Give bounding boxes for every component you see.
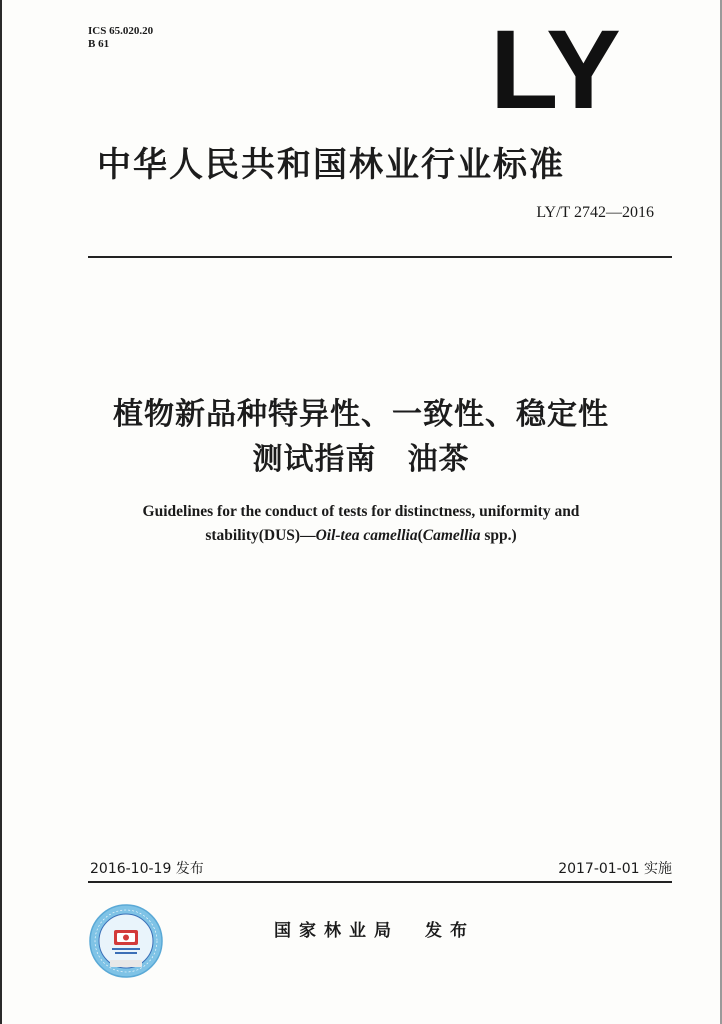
effective-date: 2017-01-01 实施 [558, 861, 672, 877]
title-en-line2 [0, 524, 722, 548]
footer-rule [88, 881, 672, 883]
classification-codes [88, 25, 153, 51]
publisher-action: 发布 [425, 921, 475, 941]
ics-code: ICS 65.020.20 [88, 25, 154, 37]
publisher-line [274, 916, 475, 941]
ccs-code: B 61 [88, 38, 110, 50]
title-zh-line2: 测试指南 油茶 [252, 442, 470, 477]
standard-code: LY/T 2742—2016 [536, 204, 654, 221]
release-date: 2016-10-19 发布 [90, 861, 204, 877]
standard-name: 中华人民共和国林业行业标准 [97, 145, 565, 185]
title-en-suffix: spp.) [480, 527, 517, 544]
title-en-common-name: Oil-tea camellia [315, 527, 418, 544]
title-en-line2-prefix: stability(DUS)— [205, 527, 316, 544]
title-zh-line1: 植物新品种特异性、一致性、稳定性 [113, 397, 609, 432]
industry-logo: LY [490, 7, 619, 132]
title-en-genus: Camellia [422, 527, 481, 544]
title-en-line1: Guidelines for the conduct of tests for distinctness, uniformity and [142, 503, 580, 520]
publisher-name: 国家林业局 [274, 921, 399, 941]
header-rule [88, 256, 672, 258]
anti-counterfeit-seal-icon [88, 903, 164, 979]
title-en-paren-open: ( [417, 527, 423, 544]
